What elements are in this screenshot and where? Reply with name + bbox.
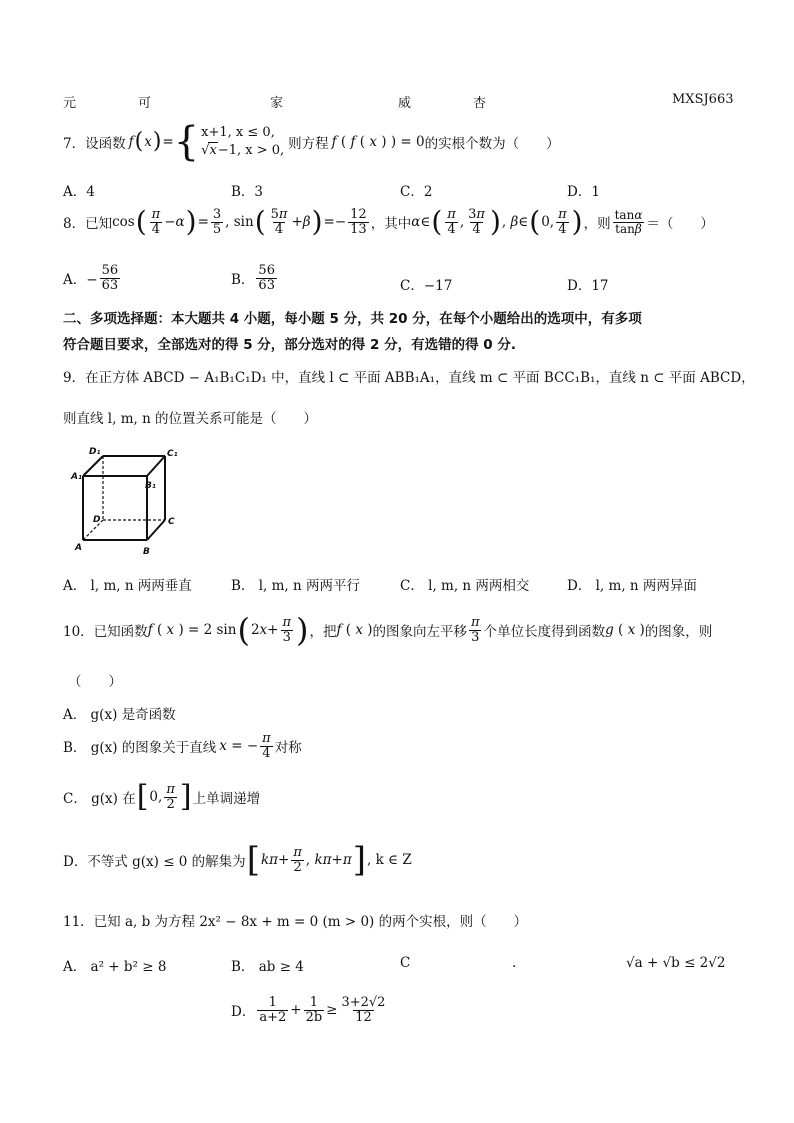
cube-figure [63,446,188,558]
label-b1: B₁ [145,481,156,491]
section-2-line-1: 二、多项选择题：本大题共 4 小题，每小题 5 分，共 20 分，在每个小题给出的选项中，有多项 [63,311,642,327]
header-char: 元 [63,96,77,111]
q8-option-a: A．− $\frac{56}{63}$ [63,263,119,293]
q10-paren: （ ） [68,674,122,690]
question-11: 11．已知 a, b 为方程 2x² − 8x + m = 0 (m > 0) 的两个实根，则（ ） [63,914,528,930]
question-8: 8．已知 cos ( $\frac{\pi}{4}$ −α ) = $\frac{3}{5}$ , sin ( $\frac{5\pi}{4}$ +β ) =− $\frac{12}{13}$ ，其中 α∈ ( $\frac{\pi}{4}$ , $\frac{3\pi}{4}$ ) , β∈ ( 0, $\frac{\pi}{4}$ ) ，则 $\frac{\tan\alpha}{\tan\beta}$ ＝（ ） [63,205,714,239]
option-b: B． ab ≥ 4 [231,959,304,975]
q10-option-a: A． g(x) 是奇函数 [63,707,176,723]
question-7: 7． 设函数 f ( x ) = { x+1, x ≤ 0, √x−1, x > 0, 则方程 f ( f ( x ) ) = 0 的实根个数为（ ） [63,119,560,165]
option-c: C．2 [400,184,433,200]
option-c-dot: . [512,955,517,971]
label-b: B [143,547,150,557]
header-char: 可 [138,96,152,111]
label-a: A [75,543,82,553]
option-c-label: C [400,955,411,971]
section-2-line-2: 符合题目要求，全部选对的得 5 分，部分选对的得 2 分，有选错的得 0 分. [63,337,517,353]
option-c: C． l, m, n 两两相交 [400,578,530,594]
q8-option-d: D．17 [567,278,609,294]
label-c1: C₁ [167,449,178,459]
option-b: B． l, m, n 两两平行 [231,578,360,594]
q11-option-d: D． $\frac{1}{a+2}$ + $\frac{1}{2b}$ ≥ $\frac{3+2√2}{12}$ [231,995,386,1025]
header-code: MXSJ663 [672,92,734,107]
header-char: 杏 [473,96,487,111]
option-d: D． l, m, n 两两异面 [567,578,697,594]
question-10: 10．已知函数 f ( x ) = 2 sin ( 2x+ $\frac{\pi}{3}$ ) ，把 f ( x ) 的图象向左平移 $\frac{\pi}{3}$ 个单位长度得到函数 g ( x ) 的图象，则 [63,611,713,649]
label-c: C [168,517,175,527]
header-char: 威 [398,96,412,111]
option-a: A． a² + b² ≥ 8 [63,959,167,975]
question-9-line-2: 则直线 l, m, n 的位置关系可能是（ ） [63,411,318,427]
option-a: A． l, m, n 两两垂直 [63,578,192,594]
q8-option-c: C．−17 [400,278,453,294]
label-d: D [93,515,101,525]
q8-option-b: B． $\frac{56}{63}$ [231,263,275,293]
option-c-expr: √a + √b ≤ 2√2 [626,955,726,971]
q10-option-c: C． g(x) 在 [ 0, $\frac{\pi}{2}$ ] 上单调递增 [63,779,261,814]
question-9-line-1: 9．在正方体 ABCD − A₁B₁C₁D₁ 中，直线 l ⊂ 平面 ABB₁A₁，直线 m ⊂ 平面 BCC₁B₁，直线 n ⊂ 平面 ABCD， [63,370,755,386]
label-a1: A₁ [71,472,82,482]
option-d: D．1 [567,184,600,200]
option-b: B．3 [231,184,264,200]
q10-option-b: B． g(x) 的图象关于直线 x = − $\frac{\pi}{4}$ 对称 [63,731,302,761]
q10-option-d: D．不等式 g(x) ≤ 0 的解集为 [ kπ+ $\frac{\pi}{2}$ , kπ+π ] , k ∈ Z [63,840,412,880]
piecewise-cases: x+1, x ≤ 0, √x−1, x > 0, [201,125,285,158]
header-char: 家 [270,96,284,111]
label-d1: D₁ [89,447,101,457]
option-a: A．4 [63,184,95,200]
